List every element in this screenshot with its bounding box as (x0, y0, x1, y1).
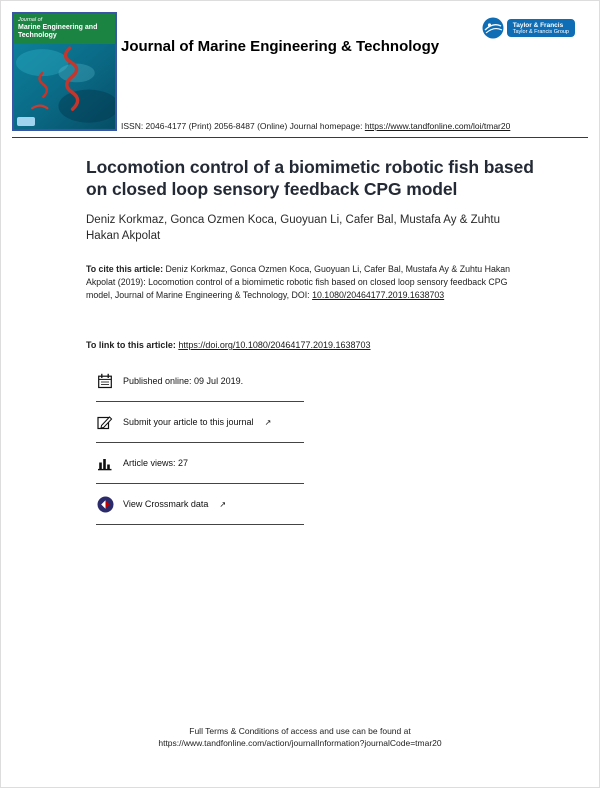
submit-article-row[interactable] (96, 402, 304, 443)
taylor-francis-name: Taylor & Francis (512, 21, 564, 29)
journal-title: Journal of Marine Engineering & Technology (121, 38, 440, 55)
article-meta-actions (96, 361, 304, 525)
cite-label: To cite this article: (86, 264, 164, 274)
cover-masthead-title: Marine Engineering and Technology (18, 23, 98, 39)
external-link-icon: ↗ (219, 499, 227, 509)
terms-footer (1, 725, 599, 750)
article-views-icon (96, 455, 114, 471)
crossmark-row[interactable] (96, 484, 304, 525)
taylor-francis-globe-icon (482, 17, 504, 39)
article-views-text: Article views: 27 (123, 458, 189, 468)
calendar-icon (96, 373, 114, 389)
issn-homepage-line (121, 121, 510, 131)
journal-homepage-link[interactable]: https://www.tandfonline.com/loi/tmar20 (364, 121, 511, 131)
journal-cover-thumbnail (12, 12, 117, 131)
terms-footer-text: Full Terms & Conditions of access and use can be found at (189, 726, 411, 736)
submit-article-icon (96, 414, 114, 430)
cover-masthead-kicker: Journal of (18, 17, 43, 23)
crossmark-icon (96, 496, 114, 513)
submit-article-link[interactable]: Submit your article to this journal (123, 417, 254, 427)
cover-masthead (14, 14, 115, 44)
external-link-icon: ↗ (264, 417, 272, 427)
published-online-text: Published online: 09 Jul 2019. (123, 376, 244, 386)
article-authors: Deniz Korkmaz, Gonca Ozmen Koca, Guoyuan Li, Cafer Bal, Mustafa Ay & Zuhtu Hakan Akpolat (86, 214, 500, 243)
terms-footer-url[interactable]: https://www.tandfonline.com/action/journalInformation?journalCode=tmar20 (158, 738, 442, 749)
citation-block (86, 263, 518, 303)
link-label: To link to this article: (86, 340, 179, 350)
article-views-row (96, 443, 304, 484)
cover-sea-photo (14, 44, 115, 129)
cite-text: Deniz Korkmaz, Gonca Ozmen Koca, Guoyuan Li, Cafer Bal, Mustafa Ay & Zuhtu Hakan Akpolat (2019): Locomotion control of a biomimetic robotic fish based on closed loop sensory feedback CPG model, Journal of Marine Engineering & Technology, DOI: (86, 264, 511, 301)
issn-text: ISSN: 2046-4177 (Print) 2056-8487 (Online) Journal homepage: (121, 121, 365, 131)
header-divider (12, 137, 588, 138)
article-link-block (86, 340, 518, 350)
taylor-francis-wordmark (507, 19, 575, 38)
crossmark-link[interactable]: View Crossmark data (123, 499, 209, 509)
taylor-francis-logo (482, 17, 575, 39)
cover-publisher-logo (17, 117, 35, 126)
taylor-francis-group-label: Taylor & Francis Group (512, 29, 569, 36)
cite-doi-link[interactable]: 10.1080/20464177.2019.1638703 (312, 290, 445, 301)
doi-link[interactable]: https://doi.org/10.1080/20464177.2019.1638703 (178, 340, 371, 350)
published-online-row (96, 361, 304, 402)
article-title: Locomotion control of a biomimetic robotic fish based on closed loop sensory feedback CPG model (86, 157, 534, 200)
